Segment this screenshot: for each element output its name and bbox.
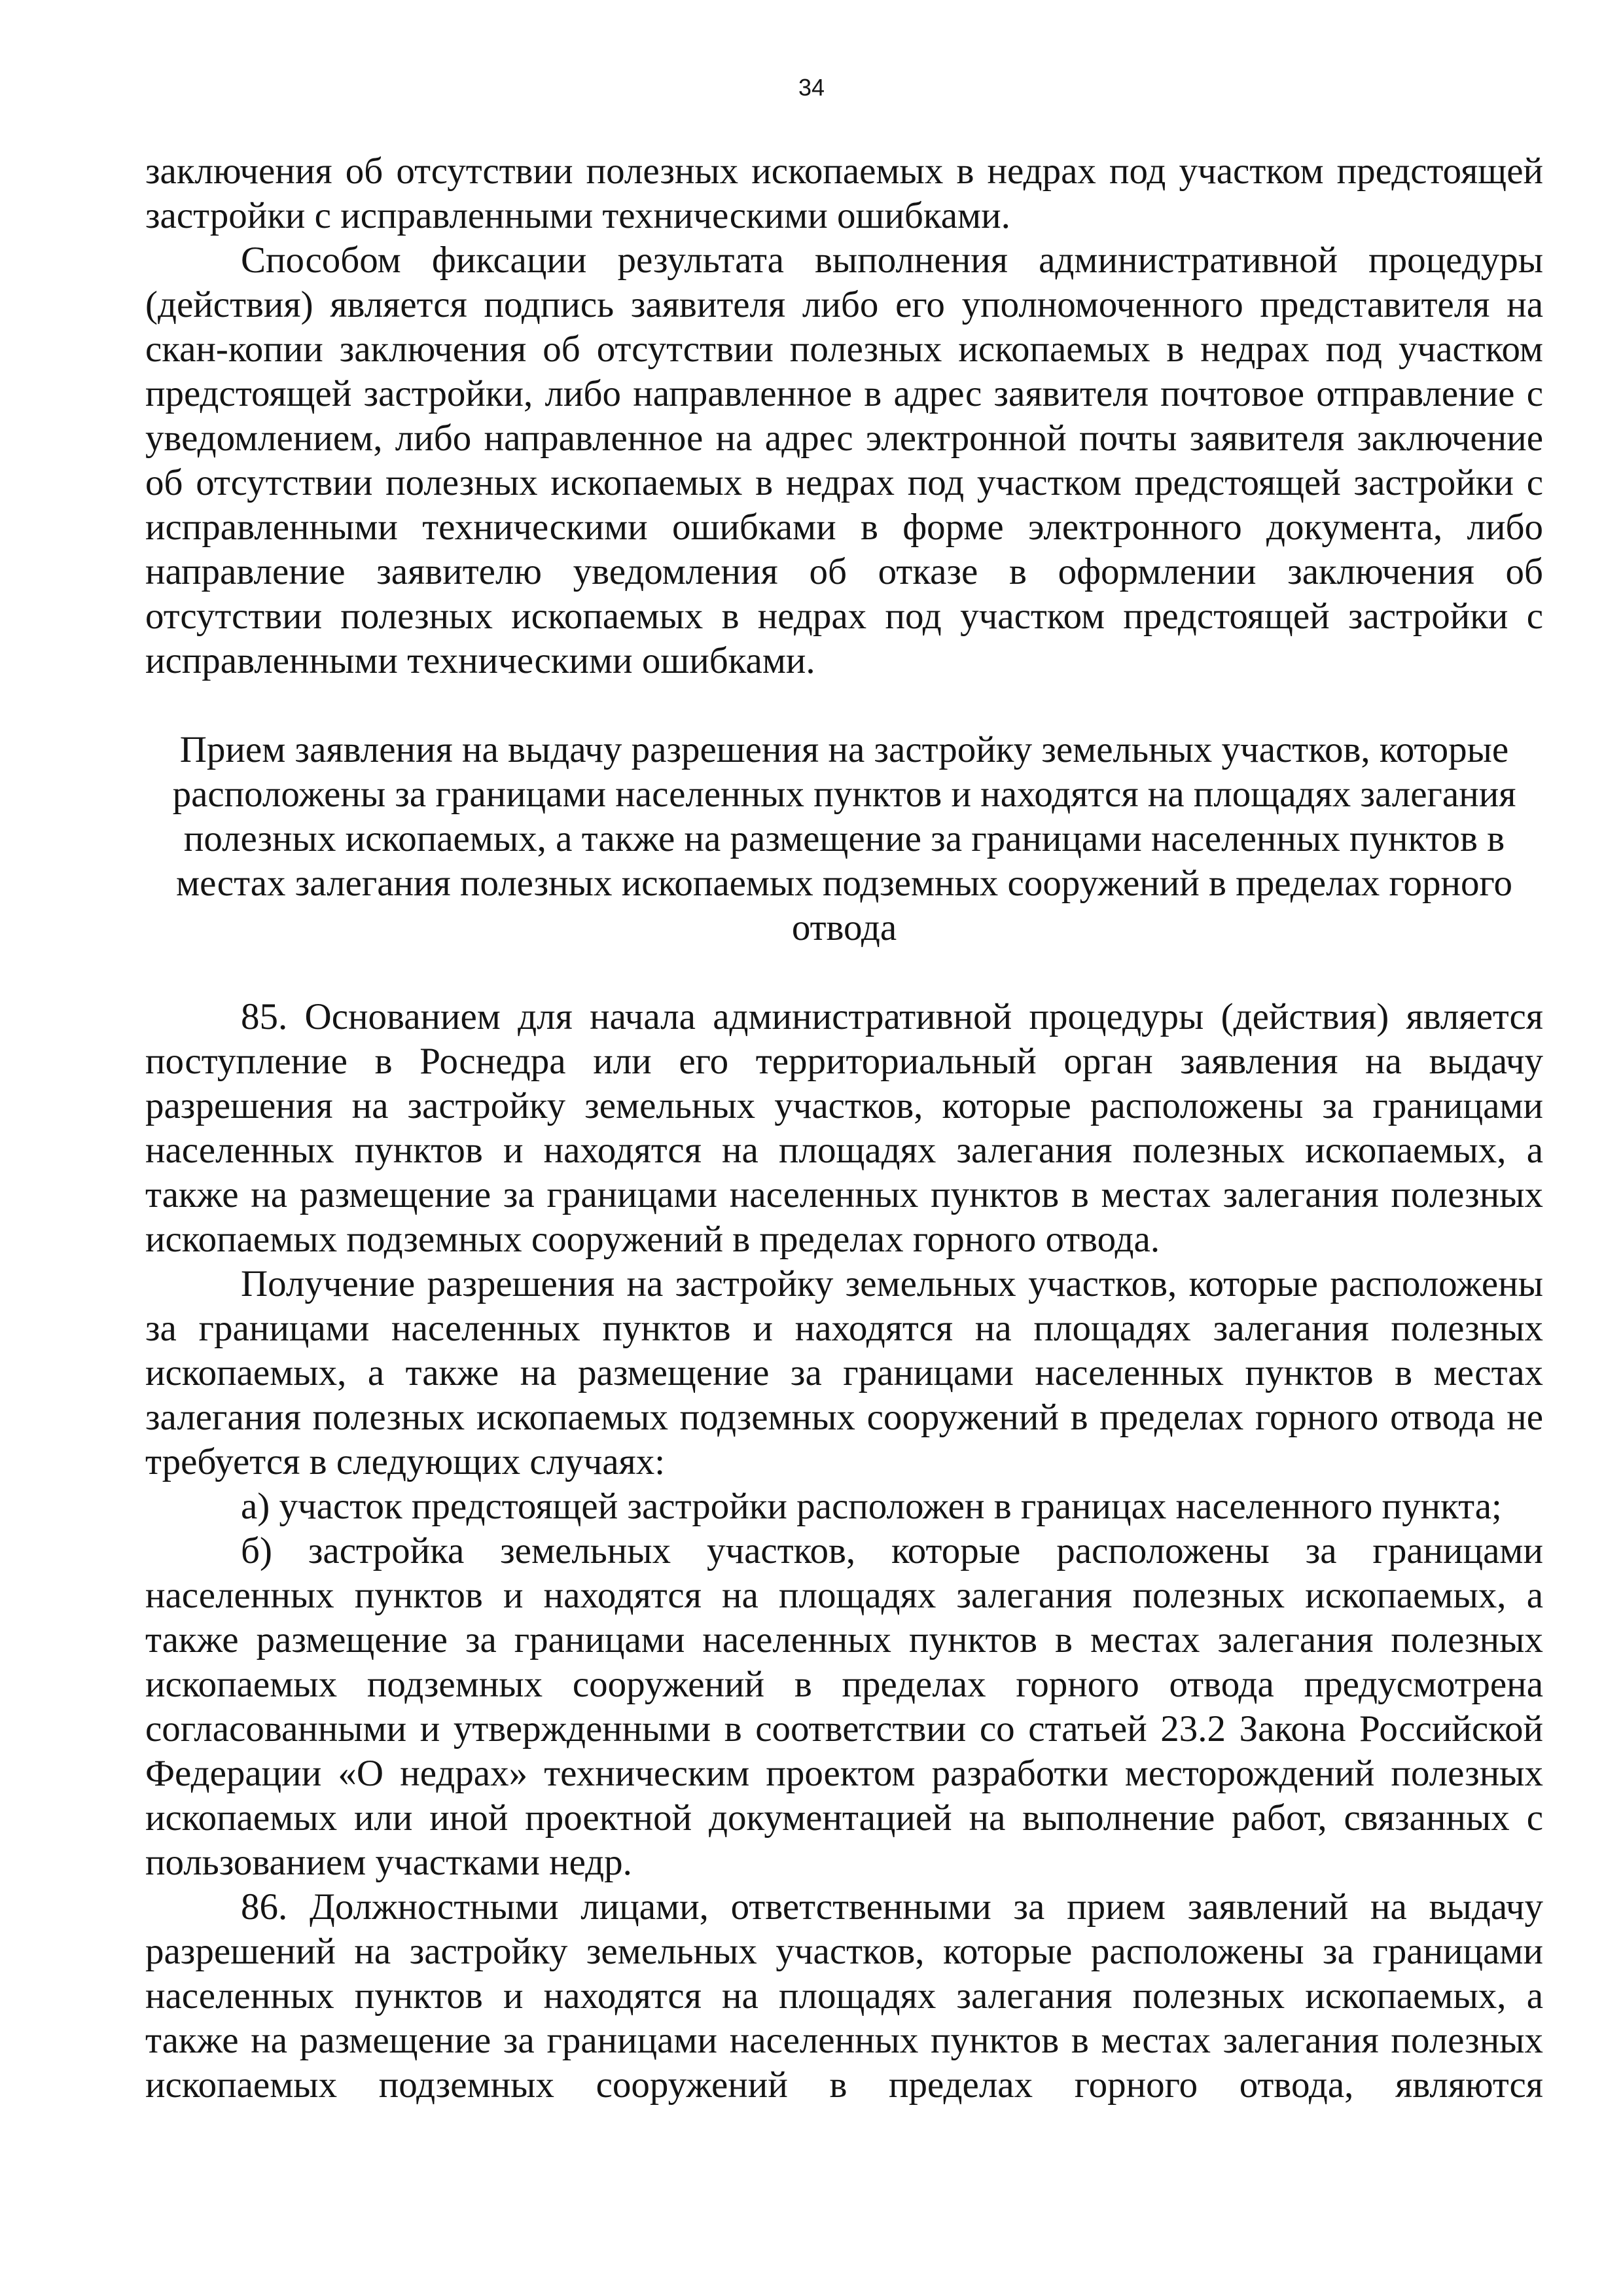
- paragraph-fixation-method: Способом фиксации результата выполнения административной процедуры (действия) является подпись заявителя либо его уполномоченного представителя на скан-копии заключения об отсутствии полезных ископаемых в недрах под участком предстоящей застройки, либо направленное в адрес заявителя почтовое отправление с уведомлением, либо направленное на адрес электронной почты заявителя заключение об отсутствии полезных ископаемых в недрах под участком предстоящей застройки с исправленными техническими ошибками в форме электронного документа, либо направление заявителю уведомления об отказе в оформлении заключения об отсутствии полезных ископаемых в недрах под участком предстоящей застройки с исправленными техническими ошибками.: [145, 240, 1543, 681]
- paragraph-85: 85. Основанием для начала административной процедуры (действия) является поступление в Роснедра или его территориальный орган заявления на выдачу разрешения на застройку земельных участков, которые расположены за границами населенных пунктов и находятся на площадях залегания полезных ископаемых, а также на размещение за границами населенных пунктов в местах залегания полезных ископаемых подземных сооружений в пределах горного отвода.: [145, 996, 1543, 1260]
- paragraph-item-a: а) участок предстоящей застройки расположен в границах населенного пункта;: [241, 1486, 1502, 1527]
- section-heading: Прием заявления на выдачу разрешения на застройку земельных участков, которые расположены за границами населенных пунктов и находятся на площадях залегания полезных ископаемых, а также на размещение за границами населенных пунктов в местах залегания полезных ископаемых подземных сооружений в пределах горного отвода: [172, 729, 1516, 948]
- paragraph-permit-not-required: Получение разрешения на застройку земельных участков, которые расположены за границами населенных пунктов и находятся на площадях залегания полезных ископаемых, а также на размещение за границами населенных пунктов в местах залегания полезных ископаемых подземных сооружений в пределах горного отвода не требуется в следующих случаях:: [145, 1263, 1543, 1482]
- paragraph-continuation: заключения об отсутствии полезных ископаемых в недрах под участком предстоящей застройки с исправленными техническими ошибками.: [145, 151, 1543, 236]
- paragraph-86: 86. Должностными лицами, ответственными за прием заявлений на выдачу разрешений на застройку земельных участков, которые расположены за границами населенных пунктов и находятся на площадях залегания полезных ископаемых, а также на размещение за границами населенных пунктов в местах залегания полезных ископаемых подземных сооружений в пределах горного отвода, являются: [145, 1886, 1543, 2106]
- page-number: 34: [798, 74, 825, 101]
- document-body: [145, 149, 1543, 2108]
- paragraph-item-b: б) застройка земельных участков, которые расположены за границами населенных пунктов и находятся на площадях залегания полезных ископаемых, а также размещение за границами населенных пунктов в местах залегания полезных ископаемых подземных сооружений в пределах горного отвода предусмотрена согласованными и утвержденными в соответствии со статьей 23.2 Закона Российской Федерации «О недрах» техническим проектом разработки месторождений полезных ископаемых или иной проектной документацией на выполнение работ, связанных с пользованием участками недр.: [145, 1530, 1543, 1883]
